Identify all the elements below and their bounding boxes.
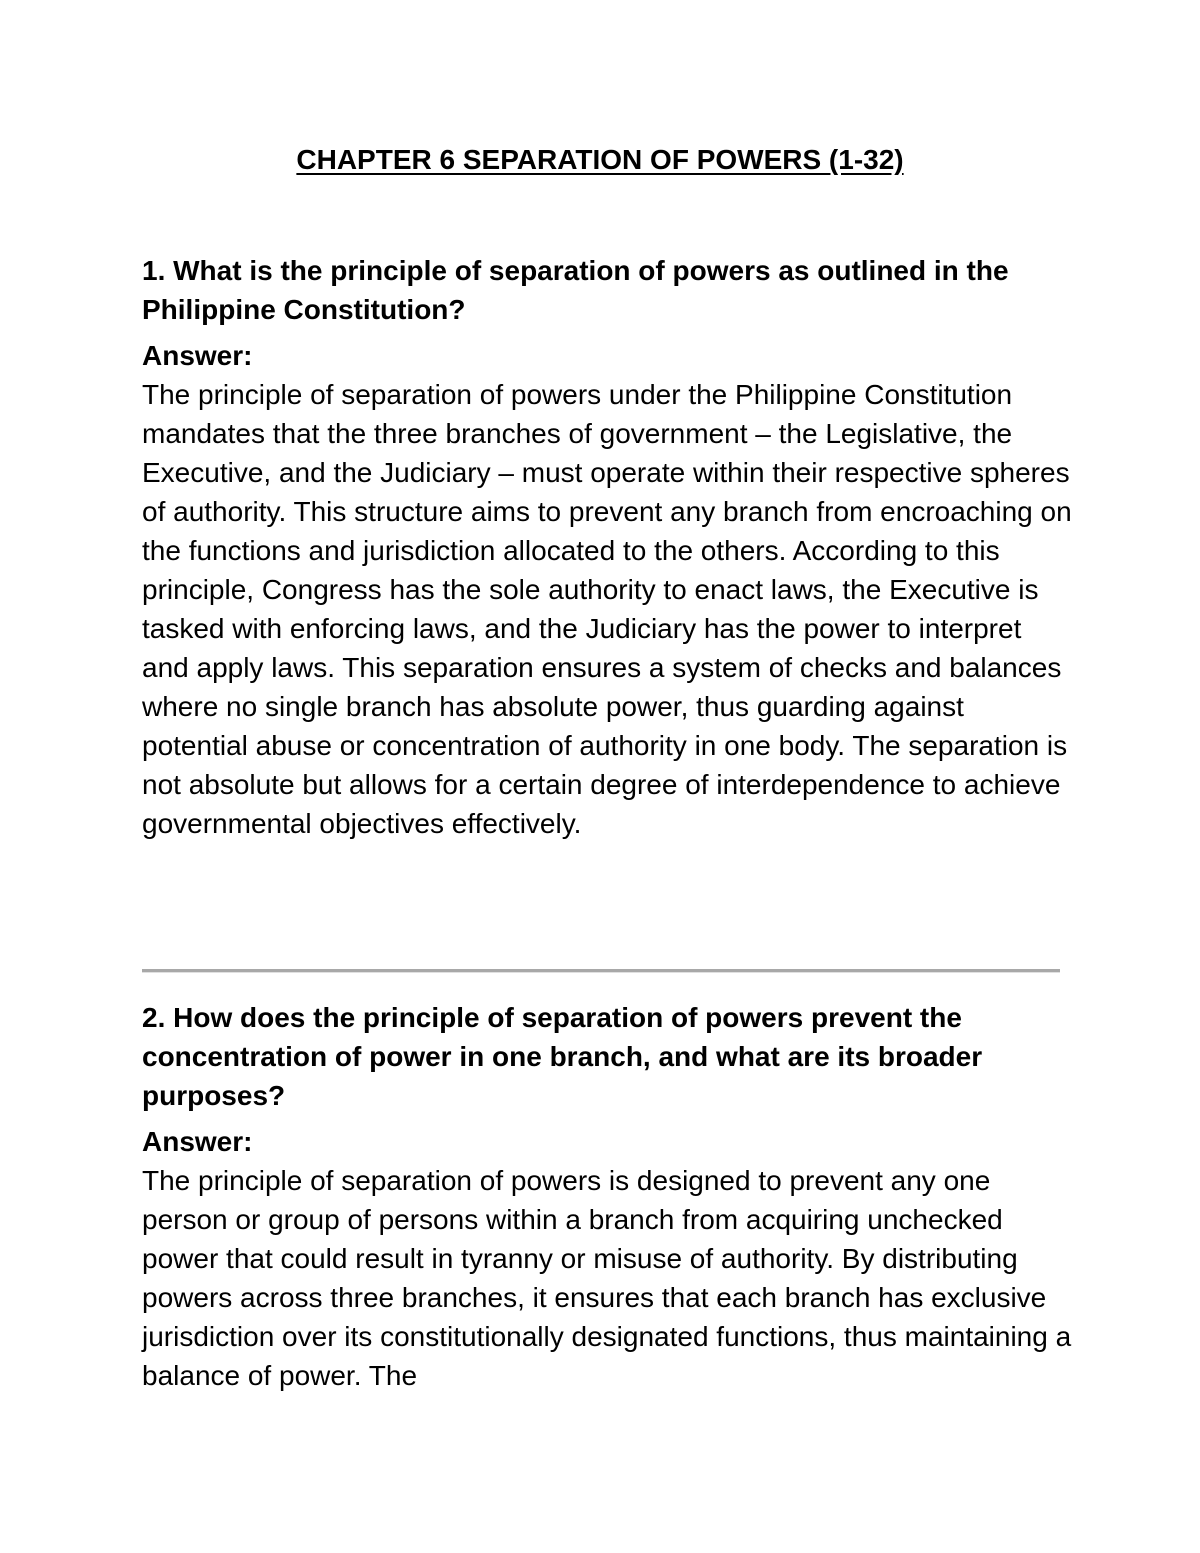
section-divider <box>142 969 1060 973</box>
answer-text-1: The principle of separation of powers under the Philippine Constitution mandates that the three branches of government – the Legislative, the Executive, and the Judiciary – must operate within their respective spheres of authority. This structure aims to prevent any branch from encroaching on the functions and jurisdiction allocated to the others. According to this principle, Congress has the sole authority to enact laws, the Executive is tasked with enforcing laws, and the Judiciary has the power to interpret and apply laws. This separation ensures a system of checks and balances where no single branch has absolute power, thus guarding against potential abuse or concentration of authority in one body. The separation is not absolute but allows for a certain degree of interdependence to achieve governmental objectives effectively. <box>142 379 1072 839</box>
question-2: 2. How does the principle of separation of powers prevent the concentration of power in one branch, and what are its broader purposes? <box>142 1002 983 1111</box>
qa-item-1 <box>142 251 1072 843</box>
question-1: 1. What is the principle of separation of powers as outlined in the Philippine Constitution? <box>142 255 1009 325</box>
answer-label-1: Answer: <box>142 340 253 371</box>
answer-label-2: Answer: <box>142 1126 253 1157</box>
qa-item-2 <box>142 998 1072 1395</box>
answer-text-2: The principle of separation of powers is designed to prevent any one person or group of persons within a branch from acquiring unchecked power that could result in tyranny or misuse of authority. By distributing powers across three branches, it ensures that each branch has exclusive jurisdiction over its constitutionally designated functions, thus maintaining a balance of power. The <box>142 1165 1072 1391</box>
chapter-title: CHAPTER 6 SEPARATION OF POWERS (1-32) <box>296 144 904 175</box>
